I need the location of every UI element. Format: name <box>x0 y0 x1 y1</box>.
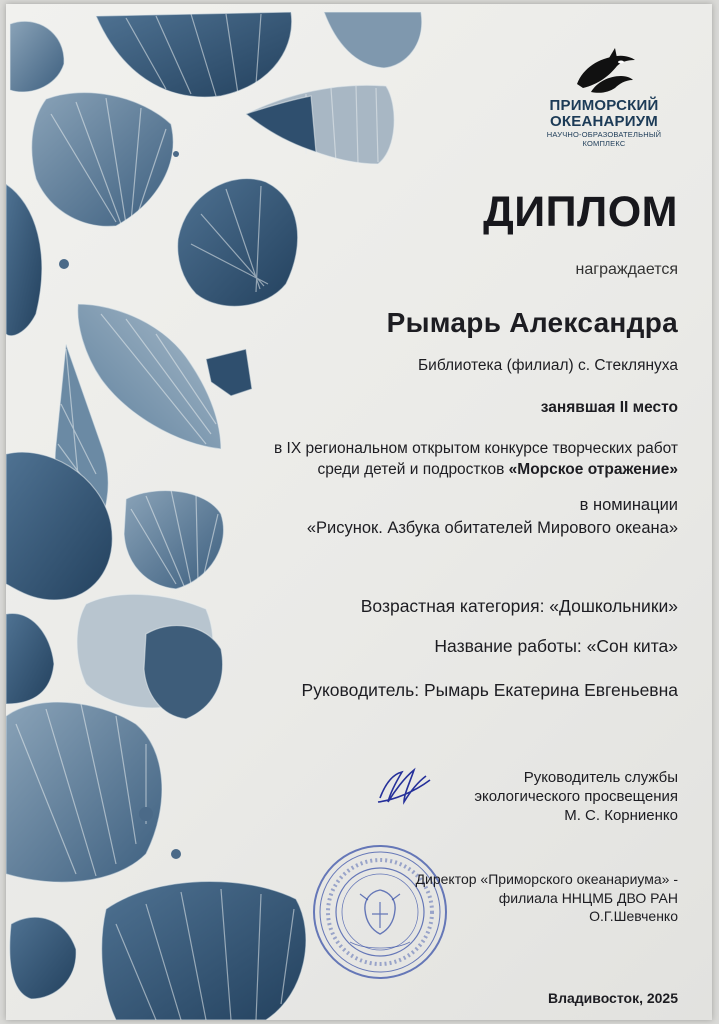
supervisor: Руководитель: Рымарь Екатерина Евгеньевна <box>301 680 678 700</box>
signatory-2-line-1: Директор «Приморского океанариума» - <box>415 871 678 887</box>
recipient-name: Рымарь Александра <box>386 307 678 338</box>
oceanarium-logo <box>524 48 684 148</box>
city-year: Владивосток, 2025 <box>547 990 678 1006</box>
age-category: Возрастная категория: «Дошкольники» <box>360 596 678 616</box>
logo-line-4: КОМПЛЕКС <box>582 139 626 148</box>
logo-line-3: НАУЧНО-ОБРАЗОВАТЕЛЬНЫЙ <box>546 130 662 139</box>
signatory-2-line-3: О.Г.Шевченко <box>589 908 678 924</box>
nomination <box>307 494 678 540</box>
place-text: занявшая II место <box>540 399 678 416</box>
orca-logo-icon <box>569 48 639 96</box>
signatory-1-line-3: М. С. Корниенко <box>564 807 678 824</box>
signatory-1-line-2: экологического просвещения <box>474 788 678 805</box>
signatory-director <box>416 870 678 926</box>
nomination-label: в номинации <box>579 496 678 514</box>
contest-line-2 <box>274 459 678 480</box>
logo-line-2: ОКЕАНАРИУМ <box>550 113 658 130</box>
awarded-label: награждается <box>575 261 678 278</box>
contest-description <box>274 438 678 480</box>
signatory-1-line-1: Руководитель службы <box>523 769 678 786</box>
diploma-title: ДИПЛОМ <box>483 188 678 236</box>
contest-line-1: в IX региональном открытом конкурсе творческих работ <box>274 440 678 457</box>
handwritten-signature <box>374 762 434 812</box>
logo-line-1: ПРИМОРСКИЙ <box>549 97 659 114</box>
work-title: Название работы: «Сон кита» <box>434 636 678 656</box>
contest-line-2-prefix: среди детей и подростков <box>317 461 509 478</box>
nomination-value: «Рисунок. Азбука обитателей Мирового океана» <box>306 519 678 537</box>
contest-name: «Морское отражение» <box>508 461 678 478</box>
organization: Библиотека (филиал) с. Стеклянуха <box>418 357 678 374</box>
diploma-sheet <box>6 4 712 1020</box>
signatory-ecology <box>474 768 678 825</box>
signatory-2-line-2: филиала ННЦМБ ДВО РАН <box>498 889 678 906</box>
